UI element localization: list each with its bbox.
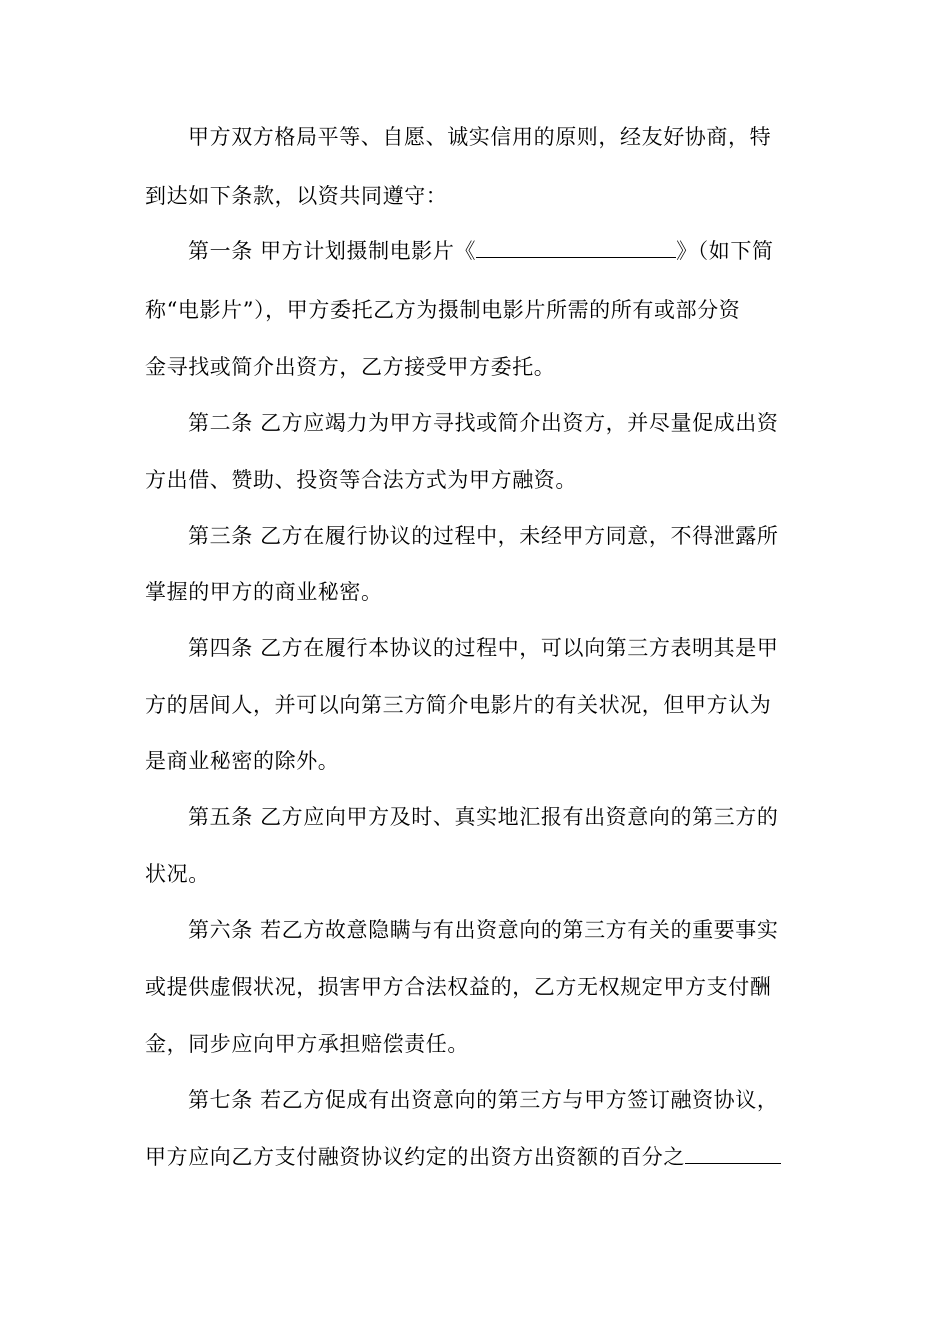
article-1-text-end: 》（如下简	[676, 239, 774, 263]
article-5-line: 第五条 乙方应向甲方及时、真实地汇报有出资意向的第三方的	[188, 805, 779, 829]
article-7-line: 第七条 若乙方促成有出资意向的第三方与甲方签订融资协议，	[188, 1088, 779, 1112]
paragraph-line: 到达如下条款，以资共同遵守：	[145, 184, 448, 208]
percentage-blank[interactable]	[685, 1143, 781, 1164]
article-4-line: 第四条 乙方在履行本协议的过程中，可以向第三方表明其是甲	[188, 636, 779, 660]
film-title-blank[interactable]	[476, 237, 676, 258]
paragraph-line: 方的居间人，并可以向第三方简介电影片的有关状况，但甲方认为	[145, 693, 772, 717]
paragraph-line: 金寻找或简介出资方，乙方接受甲方委托。	[145, 355, 556, 379]
paragraph-line: 称“电影片”），甲方委托乙方为摄制电影片所需的所有或部分资	[145, 298, 741, 322]
article-7-text: 甲方应向乙方支付融资协议约定的出资方出资额的百分之	[145, 1145, 685, 1169]
article-6-line: 第六条 若乙方故意隐瞒与有出资意向的第三方有关的重要事实	[188, 918, 779, 942]
article-1-line	[188, 237, 810, 265]
paragraph-line: 甲方双方格局平等、自愿、诚实信用的原则，经友好协商，特	[188, 125, 772, 149]
paragraph-line: 是商业秘密的除外。	[145, 749, 340, 773]
article-2-line: 第二条 乙方应竭力为甲方寻找或简介出资方，并尽量促成出资	[188, 411, 779, 435]
paragraph-line: 掌握的甲方的商业秘密。	[145, 580, 383, 604]
paragraph-line: 方出借、赞助、投资等合法方式为甲方融资。	[145, 468, 577, 492]
article-1-text-start: 第一条 甲方计划摄制电影片《	[188, 239, 477, 263]
paragraph-line: 或提供虚假状况，损害甲方合法权益的，乙方无权规定甲方支付酬	[145, 975, 772, 999]
article-3-line: 第三条 乙方在履行协议的过程中，未经甲方同意，不得泄露所	[188, 524, 779, 548]
paragraph-line: 金，同步应向甲方承担赔偿责任。	[145, 1032, 469, 1056]
article-7-line-2	[145, 1143, 810, 1171]
paragraph-line: 状况。	[145, 862, 210, 886]
